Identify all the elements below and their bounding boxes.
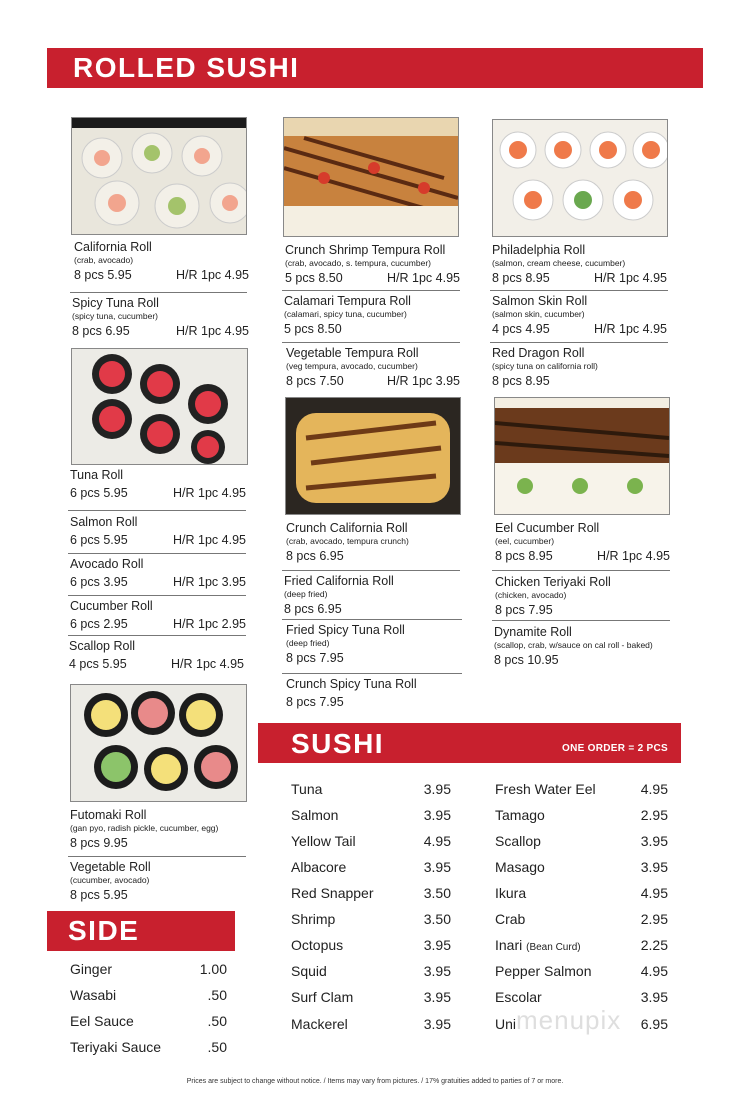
sushi-row [291,833,451,849]
sushi-price: 4.95 [640,781,668,797]
sushi-row [495,963,668,979]
menu-item [69,639,244,672]
divider [492,620,670,621]
item-pcs: 4 pcs 5.95 [69,657,127,671]
futomaki-roll-photo [70,684,247,802]
item-name: Futomaki Roll [70,808,147,822]
item-name: Scallop Roll [69,639,136,653]
sushi-extra: (Bean Curd) [526,942,581,953]
sushi-price: 3.95 [423,807,451,823]
divider [70,292,247,293]
sushi-name: Escolar [495,989,542,1005]
item-desc: (crab, avocado) [74,255,134,265]
sushi-row [291,963,451,979]
divider [490,290,668,291]
california-roll-photo [71,117,247,235]
item-name: Cucumber Roll [70,599,153,613]
item-hr: H/R 1pc 4.95 [171,657,244,671]
sushi-row [291,781,451,797]
item-pcs: 8 pcs 7.95 [495,603,553,618]
divider [490,342,668,343]
divider [68,553,246,554]
sushi-row [495,833,668,849]
menu-item [495,521,670,564]
sushi-price: 3.95 [423,963,451,979]
sushi-row [495,885,668,901]
sushi-row [495,807,668,823]
sushi-title: SUSHI [291,728,385,759]
item-name: Red Dragon Roll [492,346,585,360]
footer-note: Prices are subject to change without notice. / Items may vary from pictures. / 17% gratuities added to parties of 7 or more. [186,1078,564,1085]
item-name: Philadelphia Roll [492,243,586,257]
divider [492,570,670,571]
side-row [70,987,227,1003]
sushi-row [291,885,451,901]
sushi-row [291,807,451,823]
item-name: Avocado Roll [70,557,144,571]
sushi-price: 3.50 [423,885,451,901]
item-pcs: 8 pcs 8.95 [492,271,550,286]
sushi-name: Shrimp [291,911,336,927]
item-desc: (chicken, avocado) [495,590,567,600]
item-name: Spicy Tuna Roll [72,296,159,310]
side-name: Eel Sauce [70,1013,134,1029]
sushi-name: Yellow Tail [291,833,356,849]
item-name: Tuna Roll [70,468,124,482]
item-name: Fried California Roll [284,574,394,588]
menu-item [70,860,246,903]
item-pcs: 8 pcs 9.95 [70,836,128,851]
item-name: Crunch California Roll [286,521,408,535]
sushi-row [291,859,451,875]
shrimp-tempura-roll-photo [283,117,459,237]
sushi-name: Ikura [495,885,527,901]
sushi-name: Fresh Water Eel [495,781,596,797]
sushi-row [495,937,668,953]
sushi-row [495,859,668,875]
sushi-name: Inari [495,937,523,953]
menu-item [494,625,672,668]
item-pcs: 8 pcs 6.95 [286,549,344,564]
item-desc: (crab, avocado, s. tempura, cucumber) [285,258,431,268]
side-price: .50 [207,1039,227,1055]
item-name: Calamari Tempura Roll [284,294,411,308]
menu-item [492,243,667,286]
divider [68,510,246,511]
item-name: Vegetable Roll [70,860,151,874]
divider [282,619,462,620]
menu-item [284,294,459,337]
sushi-name: Squid [291,963,327,979]
item-desc: (calamari, spicy tuna, cucumber) [284,309,407,319]
sushi-price: 4.95 [423,833,451,849]
item-hr: H/R 1pc 4.95 [173,486,246,500]
sushi-row [495,911,668,927]
divider [68,856,246,857]
side-price: .50 [207,987,227,1003]
item-pcs: 6 pcs 5.95 [70,486,128,500]
item-pcs: 5 pcs 8.50 [284,322,342,337]
sushi-name: Salmon [291,807,339,823]
item-pcs: 6 pcs 5.95 [70,533,128,547]
item-hr: H/R 1pc 3.95 [173,575,246,589]
rolled-sushi-banner [47,48,703,88]
item-pcs: 8 pcs 10.95 [494,653,559,668]
sushi-name: Uni [495,1016,517,1032]
menu-item [495,575,670,618]
side-row [70,1039,227,1055]
side-price: 1.00 [199,961,227,977]
item-hr: H/R 1pc 4.95 [387,271,460,286]
item-desc: (salmon skin, cucumber) [492,309,585,319]
sushi-row [291,989,451,1005]
sushi-price: 3.95 [640,859,668,875]
item-hr: H/R 1pc 4.95 [594,322,667,337]
menu-item [70,515,246,548]
menu-item [72,296,249,339]
sushi-price: 2.95 [640,911,668,927]
sushi-price: 3.50 [423,911,451,927]
sushi-price: 3.95 [423,781,451,797]
item-name: Dynamite Roll [494,625,572,639]
item-hr: H/R 1pc 4.95 [173,533,246,547]
sushi-name: Masago [495,859,545,875]
sushi-price: 3.95 [423,1016,451,1032]
item-pcs: 8 pcs 5.95 [74,268,132,283]
menu-item [285,243,460,286]
menu-item [70,599,246,632]
divider [68,635,246,636]
item-desc: (spicy tuna, cucumber) [72,311,158,321]
sushi-name: Red Snapper [291,885,374,901]
item-pcs: 8 pcs 5.95 [70,888,128,903]
sushi-price: 4.95 [640,885,668,901]
item-name: Crunch Spicy Tuna Roll [286,677,417,691]
divider [282,290,460,291]
menu-item [284,574,459,617]
item-name: Fried Spicy Tuna Roll [286,623,405,637]
item-hr: H/R 1pc 4.95 [176,268,249,283]
item-pcs: 4 pcs 4.95 [492,322,550,337]
philadelphia-roll-photo [492,119,668,237]
item-pcs: 8 pcs 7.50 [286,374,344,389]
item-desc: (veg tempura, avocado, cucumber) [286,361,418,371]
item-name: Salmon Roll [70,515,138,529]
menu-item [70,808,246,851]
menu-item [286,346,460,389]
side-row [70,1013,227,1029]
side-name: Ginger [70,961,113,977]
sushi-row [291,1016,451,1032]
divider [282,570,460,571]
item-pcs: 6 pcs 2.95 [70,617,128,631]
item-hr: H/R 1pc 4.95 [176,324,249,339]
item-desc: (scallop, crab, w/sauce on cal roll - baked) [494,640,653,650]
item-name: Salmon Skin Roll [492,294,588,308]
item-hr: H/R 1pc 4.95 [597,549,670,564]
eel-cucumber-roll-photo [494,397,670,515]
item-desc: (eel, cucumber) [495,536,555,546]
sushi-order-note: ONE ORDER = 2 PCS [562,743,668,754]
item-pcs: 8 pcs 7.95 [286,651,344,666]
tuna-roll-photo [71,348,248,465]
item-hr: H/R 1pc 4.95 [594,271,667,286]
item-name: California Roll [74,240,152,254]
item-pcs: 6 pcs 3.95 [70,575,128,589]
sushi-row [291,911,451,927]
side-name: Teriyaki Sauce [70,1039,162,1055]
side-banner [47,911,235,951]
sushi-name: Pepper Salmon [495,963,592,979]
menu-item [74,240,249,283]
sushi-name: Octopus [291,937,344,953]
watermark: menupix [516,1005,622,1035]
sushi-price: 6.95 [640,1016,668,1032]
item-desc: (gan pyo, radish pickle, cucumber, egg) [70,823,219,833]
side-row [70,961,227,977]
item-name: Chicken Teriyaki Roll [495,575,611,589]
sushi-name: Crab [495,911,526,927]
sushi-price: 2.95 [640,807,668,823]
item-desc: (deep fried) [284,589,328,599]
sushi-price: 3.95 [423,937,451,953]
item-pcs: 5 pcs 8.50 [285,271,343,286]
side-price: .50 [207,1013,227,1029]
menu-item [492,294,667,337]
divider [282,673,462,674]
item-pcs: 8 pcs 8.95 [495,549,553,564]
sushi-row [495,781,668,797]
sushi-price: 3.95 [423,989,451,1005]
sushi-name: Tamago [495,807,545,823]
menu-item [286,623,461,666]
item-desc: (cucumber, avocado) [70,875,150,885]
sushi-price: 4.95 [640,963,668,979]
menu-item [286,521,461,564]
sushi-name: Albacore [291,859,347,875]
menu-item [70,557,246,590]
sushi-row [291,937,451,953]
item-name: Vegetable Tempura Roll [286,346,419,360]
crunch-california-roll-photo [285,397,461,515]
item-desc: (spicy tuna on california roll) [492,361,598,371]
item-desc: (salmon, cream cheese, cucumber) [492,258,626,268]
menu-item [286,677,461,710]
sushi-price: 3.95 [640,989,668,1005]
item-pcs: 8 pcs 6.95 [72,324,130,339]
divider [282,342,460,343]
sushi-price: 2.25 [640,937,668,953]
sushi-name: Surf Clam [291,989,354,1005]
sushi-price: 3.95 [423,859,451,875]
item-pcs: 8 pcs 6.95 [284,602,342,617]
item-desc: (deep fried) [286,638,330,648]
rolled-sushi-title: ROLLED SUSHI [73,52,300,83]
item-desc: (crab, avocado, tempura crunch) [286,536,409,546]
item-name: Eel Cucumber Roll [495,521,600,535]
divider [68,595,246,596]
item-hr: H/R 1pc 2.95 [173,617,246,631]
sushi-banner [258,723,681,763]
side-title: SIDE [68,915,140,946]
sushi-name: Scallop [495,833,541,849]
sushi-name: Tuna [291,781,323,797]
side-name: Wasabi [70,987,117,1003]
menu-item [492,346,667,389]
item-pcs: 8 pcs 7.95 [286,695,344,709]
sushi-price: 3.95 [640,833,668,849]
item-name: Crunch Shrimp Tempura Roll [285,243,446,257]
item-hr: H/R 1pc 3.95 [387,374,460,389]
menu-item [70,468,246,501]
item-pcs: 8 pcs 8.95 [492,374,550,389]
sushi-row [495,989,668,1005]
sushi-name: Mackerel [291,1016,348,1032]
